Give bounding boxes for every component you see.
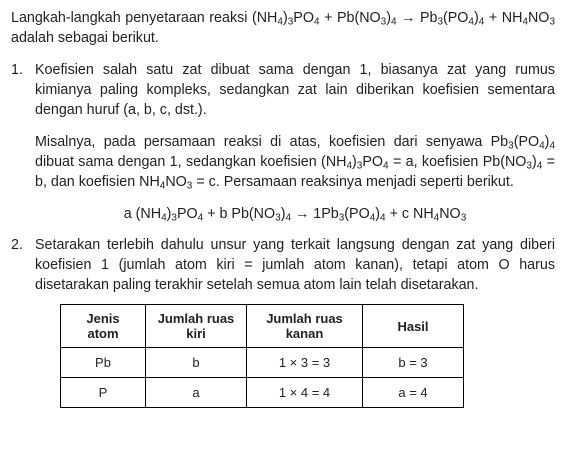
header-hasil: Hasil (363, 305, 464, 348)
step-example: Misalnya, pada persamaan reaksi di atas, koefisien dari senyawa $Pb_3(PO_4)_4$ dibuat sama dengan 1, sedangkan koefisien $(NH_4)_3PO_4 = a$, koefisien $Pb(NO_3)_4 = b$, dan koefisien $NH_4NO_3 = c$. Persamaan reaksinya menjadi seperti berikut. (35, 134, 556, 192)
table-cell: Pb (61, 348, 146, 378)
intro-paragraph: Langkah-langkah penyetaraan reaksi $(NH_4)_3PO_4 + Pb(NO_3)_4 \to Pb_3(PO_4)_4 + NH_4NO_3$ adalah sebagai berikut. (11, 10, 555, 46)
table-cell: a = 4 (363, 378, 464, 408)
reaction-equation: a $(NH_4)_3PO_4 + b$ $Pb(NO_3)_4 \to 1Pb_3(PO_4)_4 + c$ $NH_4NO_3$ (123, 206, 467, 224)
table-cell: a (146, 378, 247, 408)
header-jumlah-kiri: Jumlah ruas kiri (146, 305, 247, 348)
step-number: 2. (11, 237, 23, 253)
step-text: Setarakan terlebih dahulu unsur yang terkait langsung dengan zat yang diberi koefisien 1 (jumlah atom kiri = jumlah atom kanan), tetapi atom O harus disetarakan paling terakhir setelah semua atom lain telah disetarakan. (35, 237, 555, 293)
steps-list (11, 60, 557, 295)
step-2 (11, 235, 557, 295)
table-header-row (61, 305, 464, 348)
table-row (61, 348, 464, 378)
step-1 (11, 60, 557, 224)
header-jenis-atom: Jenis atom (61, 305, 146, 348)
table-cell: b (146, 348, 247, 378)
table-cell: 1 × 4 = 4 (247, 378, 363, 408)
header-jumlah-kanan: Jumlah ruas kanan (247, 305, 363, 348)
step-body (35, 235, 555, 295)
table-cell: b = 3 (363, 348, 464, 378)
step-number: 1. (11, 62, 23, 78)
table-row (61, 378, 464, 408)
step-body (35, 60, 555, 224)
atom-balance-table (60, 304, 464, 408)
table-cell: P (61, 378, 146, 408)
table-cell: 1 × 3 = 3 (247, 348, 363, 378)
step-text: Koefisien salah satu zat dibuat sama dengan 1, biasanya zat yang rumus kimianya paling kompleks, sedangkan zat lain diberikan koefisien sementara dengan huruf (a, b, c, dst.). (35, 62, 555, 118)
